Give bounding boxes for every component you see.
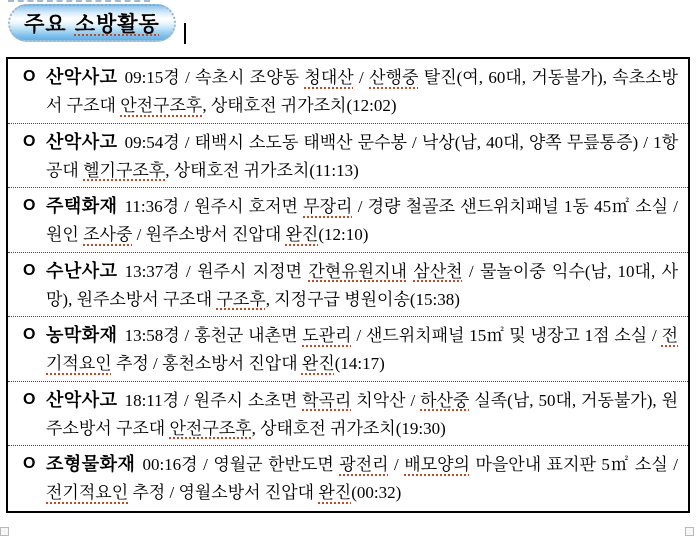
misspelled-word: 청대산: [304, 68, 354, 87]
misspelled-word: 산행중: [369, 68, 419, 87]
incident-row: [8, 317, 688, 382]
misspelled-word: 삼산천: [413, 261, 463, 281]
circle-bullet-icon: O: [23, 455, 36, 472]
text-cursor: [184, 23, 186, 44]
misspelled-word: 광전리: [339, 455, 389, 474]
misspelled-word: 배모양의: [404, 455, 470, 474]
incident-text: 11:36경 / 원주시 호저면: [124, 197, 304, 216]
incident-text: (12:10): [318, 225, 369, 244]
incident-category: 주택화재: [46, 196, 118, 216]
incident-text: 00:16경 / 영월군 한반도면: [142, 455, 340, 474]
circle-bullet-icon: O: [23, 197, 36, 214]
incident-text: /: [353, 68, 370, 87]
incident-text: 18:11경 / 원주시 소초면: [124, 390, 303, 410]
misspelled-word: 안전구조후: [120, 96, 203, 115]
title-badge-label: 주요: [24, 13, 67, 36]
misspelled-word: 무장리: [303, 197, 353, 216]
circle-bullet-icon: O: [23, 326, 36, 343]
incident-text: 09:54경 / 태백시 소도동 태백산 문수봉 / 낙상(남, 40대, 양쪽 무릎통증) / 1항공대: [46, 132, 678, 180]
incident-text: /: [388, 455, 405, 474]
misspelled-word: 완진: [285, 225, 319, 244]
incident-row: [8, 446, 688, 513]
incident-text: , 상태호전 귀가조치(11:13): [165, 160, 359, 180]
misspelled-word: 전기적요인: [46, 483, 129, 502]
incident-text: (14:17): [334, 354, 385, 373]
incident-text: 13:37경 / 원주시 지정면: [124, 261, 309, 281]
incident-row: [8, 382, 688, 447]
misspelled-word: 간현유원지내: [308, 261, 407, 281]
incident-text: 치악산 /: [351, 390, 421, 410]
misspelled-word: 도관리: [302, 326, 352, 345]
incident-category: 농막화재: [46, 325, 118, 345]
misspelled-word: 전기적요인: [46, 326, 678, 373]
incident-category: 산악사고: [46, 131, 118, 152]
incident-category: 산악사고: [46, 389, 118, 410]
misspelled-word: 완진: [318, 483, 352, 502]
incident-text: 실족(남, 50대, 거동불가), 원주소방서 구조대: [46, 390, 678, 438]
incident-row: [8, 253, 688, 318]
selection-dashed-edge: [8, 0, 150, 2]
incident-text: / 샌드위치패널 15㎡ 및 냉장고 1점 소실 /: [351, 326, 662, 345]
misspelled-word: 안전구조후: [169, 418, 252, 438]
incident-text: 마을안내 표지판 5㎡ 소실 /: [469, 455, 678, 474]
misspelled-word: 학곡리: [302, 390, 352, 410]
misspelled-word: 구조후: [216, 289, 266, 309]
circle-bullet-icon: O: [23, 261, 36, 279]
misspelled-word: 완진: [301, 354, 335, 373]
incident-text: 탈진(여, 60대, 거동불가), 속초소방서 구조대: [46, 68, 678, 115]
incident-row: [8, 59, 688, 124]
incident-text: / 물놀이중 익수(남, 10대, 사망), 원주소방서 구조대: [46, 261, 679, 309]
incident-text: 09:15경 / 속초시 조양동: [124, 68, 305, 87]
incident-list[interactable]: [6, 57, 690, 513]
incident-text: , 상태호전 귀가조치(12:02): [202, 96, 397, 115]
incident-text: / 경량 철골조 샌드위치패널 1동 45㎡ 소실 / 원인: [46, 197, 678, 244]
incident-text: 추정 / 홍천소방서 진압대: [111, 354, 302, 373]
incident-text: 추정 / 영월소방서 진압대: [128, 483, 319, 502]
incident-text: , 상태호전 귀가조치(19:30): [251, 418, 446, 438]
circle-bullet-icon: O: [23, 390, 36, 408]
title-badge[interactable]: [8, 4, 176, 42]
incident-category: 조형물화재: [46, 454, 136, 474]
circle-bullet-icon: O: [23, 68, 36, 85]
incident-text: 13:58경 / 홍천군 내촌면: [124, 326, 303, 345]
title-badge-label-underlined: 소방활동: [74, 13, 160, 36]
incident-category: 수난사고: [46, 260, 118, 281]
misspelled-word: 조사중: [83, 225, 133, 244]
incident-text: / 원주소방서 진압대: [132, 225, 286, 244]
circle-bullet-icon: O: [23, 132, 36, 150]
incident-row: [8, 124, 688, 189]
misspelled-word: 하산중: [420, 390, 470, 410]
incident-row: [8, 188, 688, 253]
incident-text: , 지정구급 병원이송(15:38): [265, 289, 460, 309]
resize-handle-bottom-right[interactable]: [685, 527, 694, 536]
resize-handle-bottom-left[interactable]: [0, 527, 9, 536]
incident-category: 산악사고: [46, 67, 118, 87]
misspelled-word: 헬기구조후: [83, 160, 166, 180]
incident-text: (00:32): [351, 483, 402, 502]
